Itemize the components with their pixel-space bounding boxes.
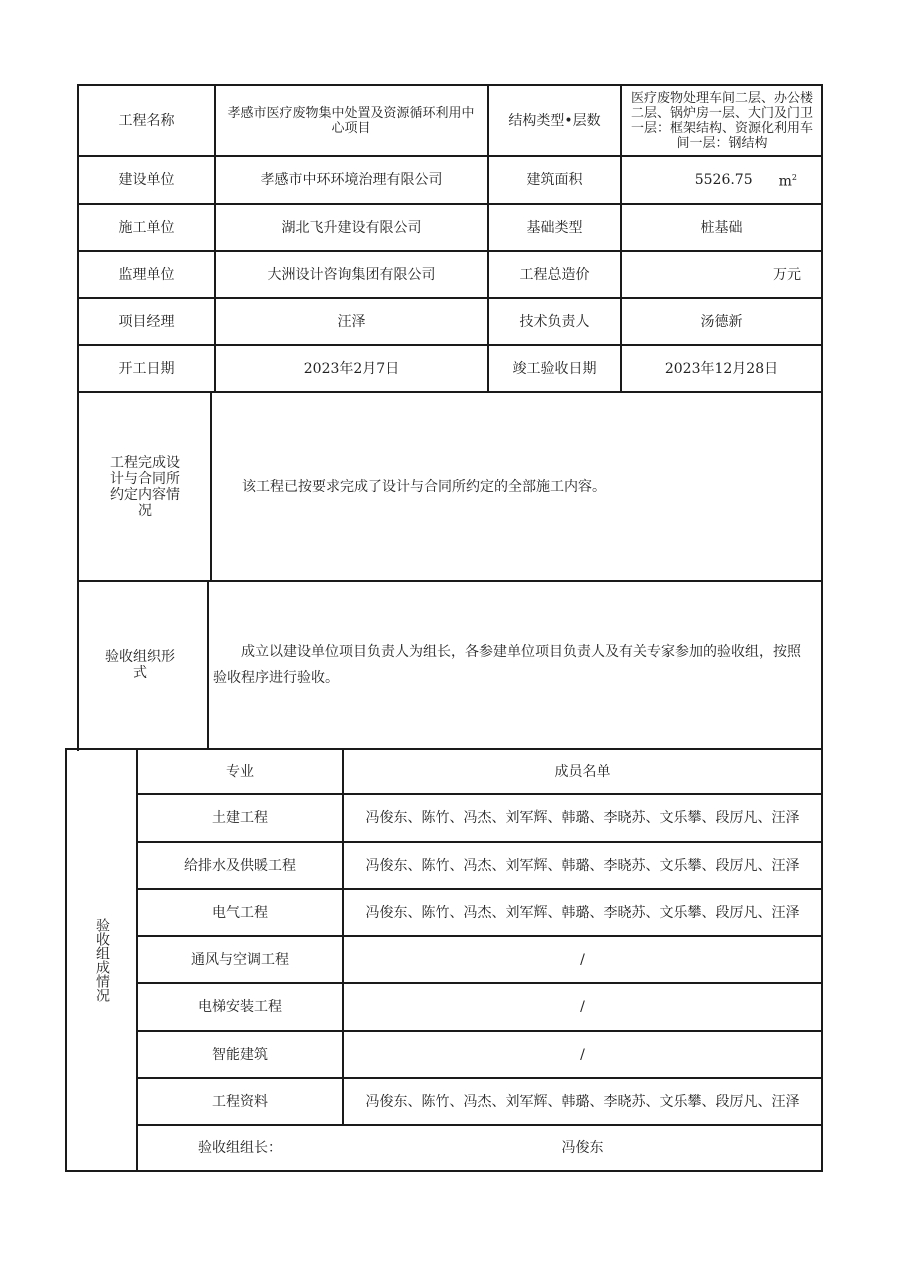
organization-label: 验收组织形式 [105, 649, 175, 681]
members-cell: 冯俊东、陈竹、冯杰、刘军辉、韩璐、李晓苏、文乐攀、段厉凡、汪泽 [365, 857, 800, 874]
area-unit-base: m [778, 173, 792, 190]
start-date-label: 开工日期 [118, 360, 175, 377]
structure-value: 医疗废物处理车间二层、办公楼二层、锅炉房一层、大门及门卫一层：框架结构、资源化利用车间一层：钢结构 [630, 90, 813, 151]
contractor-value: 湖北飞升建设有限公司 [281, 219, 422, 236]
manager-label: 项目经理 [118, 313, 175, 330]
start-date-value: 2023年2月7日 [303, 360, 400, 377]
project-name-value: 孝感市医疗废物集中处置及资源循环利用中心项目 [227, 105, 475, 136]
supervisor-value: 大洲设计咨询集团有限公司 [267, 266, 436, 283]
tech-lead-label: 技术负责人 [519, 313, 590, 330]
discipline-cell: 电气工程 [212, 904, 268, 921]
leader-value: 冯俊东 [561, 1140, 604, 1156]
completion-text: 该工程已按要求完成了设计与合同所约定的全部施工内容。 [242, 479, 606, 495]
tech-lead-value: 汤德新 [700, 313, 743, 330]
rule [77, 391, 823, 393]
rule [207, 580, 209, 750]
organization-text: 成立以建设单位项目负责人为组长，各参建单位项目负责人及有关专家参加的验收组，按照验收程序进行验收。 [213, 644, 801, 686]
area-value: 5526.75 [694, 172, 753, 188]
members-cell: 冯俊东、陈竹、冯杰、刘军辉、韩璐、李晓苏、文乐攀、段厉凡、汪泽 [365, 1093, 800, 1110]
builder-value: 孝感市中环环境治理有限公司 [260, 172, 443, 188]
col-members-header: 成员名单 [554, 763, 611, 780]
members-side-label: 验收组成情况 [94, 918, 110, 1002]
border-bottom [65, 1170, 823, 1172]
rule [210, 391, 212, 582]
cost-label: 工程总造价 [519, 266, 590, 283]
members-cell: 冯俊东、陈竹、冯杰、刘军辉、韩璐、李晓苏、文乐攀、段厉凡、汪泽 [365, 904, 800, 921]
project-name-label: 工程名称 [118, 112, 175, 129]
leader-label: 验收组组长： [198, 1140, 282, 1156]
border-right [821, 84, 823, 1172]
supervisor-label: 监理单位 [118, 266, 175, 283]
col-discipline-header: 专业 [226, 763, 254, 780]
discipline-cell: 给排水及供暖工程 [184, 857, 296, 874]
cost-value-cell [622, 252, 821, 297]
acceptance-date-value: 2023年12月28日 [664, 360, 779, 377]
completion-label: 工程完成设计与合同所约定内容情况 [110, 454, 180, 519]
contractor-label: 施工单位 [118, 219, 175, 236]
members-cell: 冯俊东、陈竹、冯杰、刘军辉、韩璐、李晓苏、文乐攀、段厉凡、汪泽 [365, 810, 800, 826]
area-unit [779, 170, 797, 190]
manager-value: 汪泽 [337, 313, 366, 330]
foundation-value: 桩基础 [700, 219, 743, 236]
foundation-label: 基础类型 [526, 219, 583, 236]
discipline-cell: 工程资料 [212, 1093, 268, 1110]
builder-label: 建设单位 [118, 172, 175, 188]
discipline-cell: 土建工程 [212, 810, 268, 826]
discipline-cell: 通风与空调工程 [191, 951, 289, 968]
discipline-cell: 电梯安装工程 [198, 999, 282, 1015]
rule [77, 580, 823, 582]
area-unit-sup: 2 [791, 173, 797, 183]
area-value-cell [622, 157, 821, 203]
members-cell: / [580, 951, 585, 968]
area-label: 建筑面积 [526, 172, 583, 188]
discipline-cell: 智能建筑 [212, 1046, 268, 1063]
members-cell: / [580, 999, 585, 1015]
acceptance-date-label: 竣工验收日期 [512, 360, 597, 377]
structure-label: 结构类型•层数 [508, 112, 601, 129]
border-left-bottom [65, 748, 67, 1172]
members-cell: / [580, 1046, 585, 1063]
cost-unit: 万元 [773, 266, 801, 283]
